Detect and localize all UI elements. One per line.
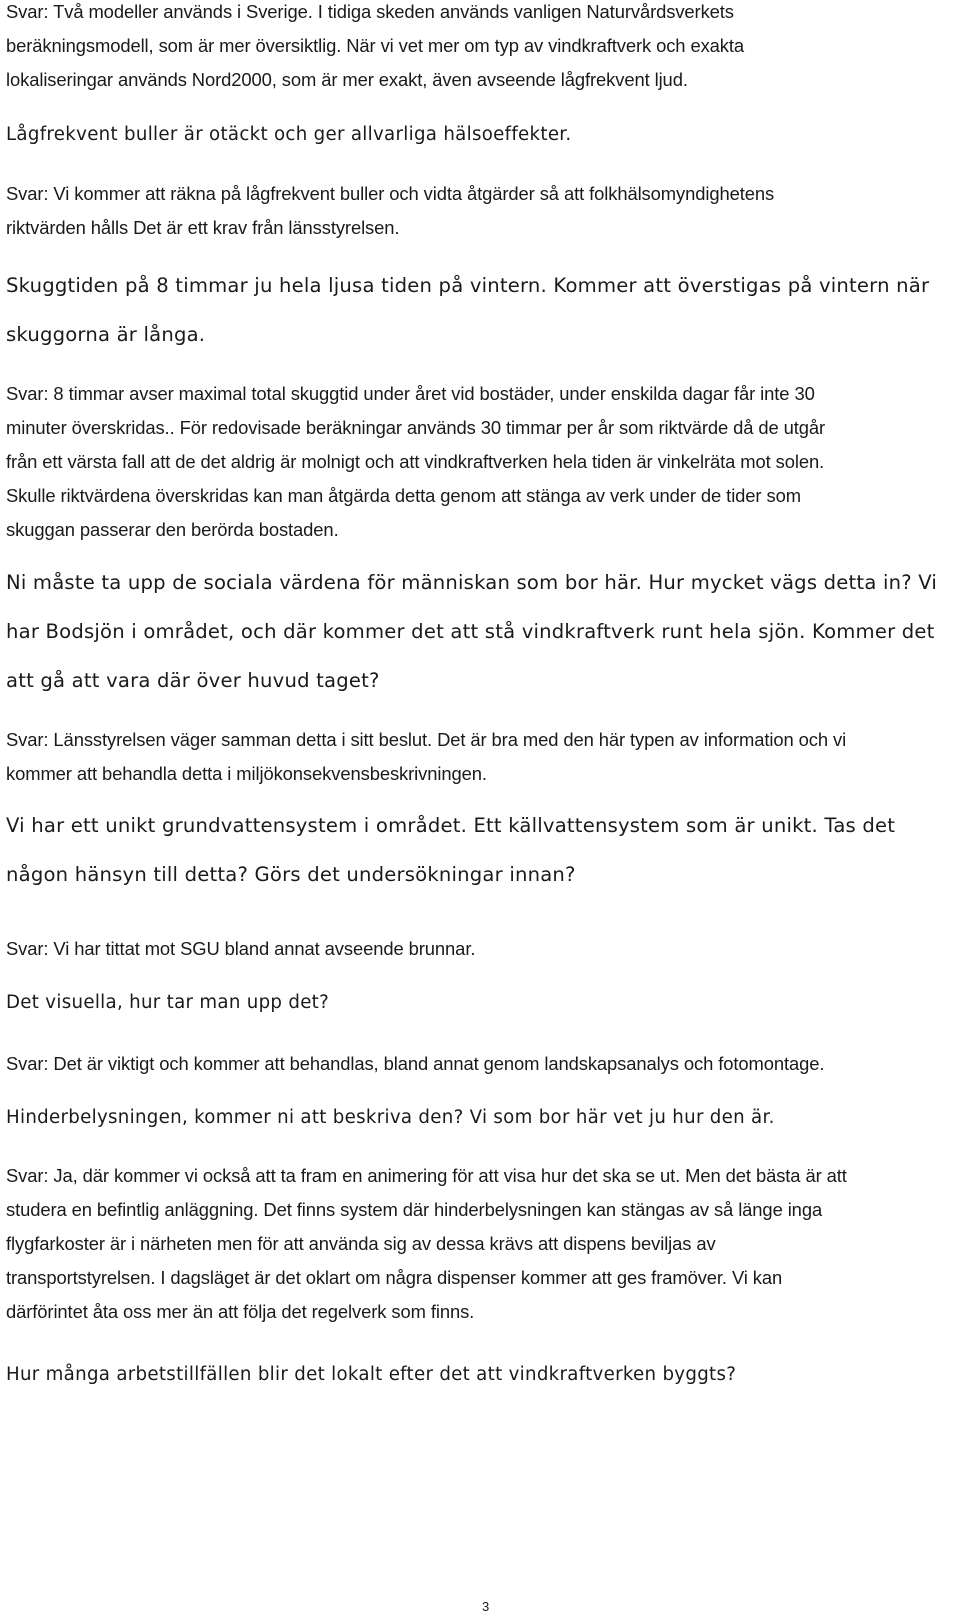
answer-paragraph: [6, 1159, 847, 1329]
text-line: har Bodsjön i området, och där kommer det att stå vindkraftverk runt hela sjön. Kommer det: [6, 620, 935, 643]
text-line: beräkningsmodell, som är mer översiktlig. När vi vet mer om typ av vindkraftverk och exakta: [6, 35, 745, 56]
question-paragraph: [6, 1356, 736, 1394]
text-line: minuter överskridas.. För redovisade beräkningar används 30 timmar per år som riktvärde då de utgår: [6, 417, 826, 438]
text-line: Det visuella, hur tar man upp det?: [6, 992, 330, 1013]
text-line: Svar: Vi har tittat mot SGU bland annat avseende brunnar.: [6, 938, 476, 959]
text-line: Skulle riktvärdena överskridas kan man åtgärda detta genom att stänga av verk under de tider som: [6, 485, 801, 506]
text-line: från ett värsta fall att de det aldrig är molnigt och att vindkraftverken hela tiden är vinkelräta mot solen.: [6, 451, 825, 472]
text-line: studera en befintlig anläggning. Det finns system där hinderbelysningen kan stängas av så länge inga: [6, 1199, 823, 1220]
question-paragraph: [6, 801, 895, 899]
page-number: 3: [482, 1599, 490, 1614]
answer-paragraph: [6, 1047, 824, 1081]
text-line: därförintet åta oss mer än att följa det regelverk som finns.: [6, 1301, 475, 1322]
text-line: Lågfrekvent buller är otäckt och ger allvarliga hälsoeffekter.: [6, 124, 572, 145]
text-line: Vi har ett unikt grundvattensystem i området. Ett källvattensystem som är unikt. Tas det: [6, 814, 896, 837]
text-line: Svar: 8 timmar avser maximal total skuggtid under året vid bostäder, under enskilda dagar får inte 30: [6, 383, 815, 404]
question-paragraph: [6, 1099, 775, 1137]
answer-paragraph: [6, 377, 825, 547]
text-line: att gå att vara där över huvud taget?: [6, 669, 380, 692]
answer-paragraph: [6, 177, 774, 245]
question-paragraph: [6, 261, 929, 359]
text-line: skuggan passerar den berörda bostaden.: [6, 519, 339, 540]
text-line: Svar: Det är viktigt och kommer att behandlas, bland annat genom landskapsanalys och fotomontage.: [6, 1053, 825, 1074]
text-line: lokaliseringar används Nord2000, som är mer exakt, även avseende lågfrekvent ljud.: [6, 69, 688, 90]
text-line: Svar: Ja, där kommer vi också att ta fram en animering för att visa hur det ska se ut. Men det bästa är att: [6, 1165, 847, 1186]
text-line: Skuggtiden på 8 timmar ju hela ljusa tiden på vintern. Kommer att överstigas på vintern när: [6, 274, 930, 297]
text-line: någon hänsyn till detta? Görs det undersökningar innan?: [6, 863, 576, 886]
text-line: flygfarkoster är i närheten men för att använda sig av dessa krävs att dispens beviljas av: [6, 1233, 716, 1254]
text-line: Svar: Länsstyrelsen väger samman detta i sitt beslut. Det är bra med den här typen av information och vi: [6, 729, 847, 750]
text-line: Hur många arbetstillfällen blir det lokalt efter det att vindkraftverken byggts?: [6, 1364, 737, 1385]
text-line: Svar: Vi kommer att räkna på lågfrekvent buller och vidta åtgärder så att folkhälsomyndighetens: [6, 183, 775, 204]
text-line: Svar: Två modeller används i Sverige. I tidiga skeden används vanligen Naturvårdsverkets: [6, 1, 734, 22]
answer-paragraph: [6, 723, 846, 791]
text-line: kommer att behandla detta i miljökonsekvensbeskrivningen.: [6, 763, 487, 784]
text-line: riktvärden hålls Det är ett krav från länsstyrelsen.: [6, 217, 400, 238]
answer-paragraph: [6, 0, 744, 97]
text-line: Hinderbelysningen, kommer ni att beskriva den? Vi som bor här vet ju hur den är.: [6, 1107, 775, 1128]
text-line: transportstyrelsen. I dagsläget är det oklart om några dispenser kommer att ges framöver. Vi kan: [6, 1267, 783, 1288]
answer-paragraph: [6, 932, 475, 966]
question-paragraph: [6, 558, 937, 705]
question-paragraph: [6, 116, 572, 154]
question-paragraph: [6, 984, 329, 1022]
text-line: skuggorna är långa.: [6, 323, 206, 346]
text-line: Ni måste ta upp de sociala värdena för människan som bor här. Hur mycket vägs detta in? Vi: [6, 571, 938, 594]
